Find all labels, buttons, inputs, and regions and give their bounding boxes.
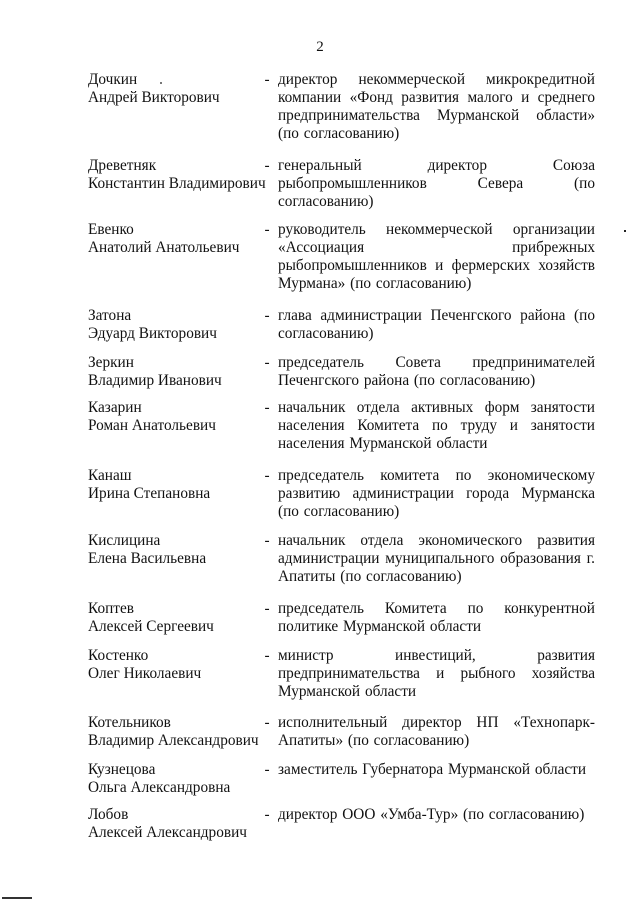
member-position: директор ООО «Умба-Тур» (по согласованию) [278, 806, 585, 823]
member-position: министр инвестиций, развития предпринимательства и рыбного хозяйства Мурманской области [278, 647, 595, 700]
separator-dash: - [264, 307, 270, 324]
scan-speck [160, 82, 162, 84]
member-position: глава администрации Печенгского района (по согласованию) [278, 307, 595, 342]
member-given-name: Олег Николаевич [88, 665, 202, 682]
member-given-name: Ирина Степановна [88, 485, 211, 502]
member-name [88, 532, 256, 586]
member-surname: Костенко [88, 647, 149, 664]
member-position: директор некоммерческой микрокредитной компании «Фонд развития малого и среднего предпринимательства Мурманской области» (по согласованию) [278, 71, 595, 142]
member-surname: Дочкин [88, 71, 138, 88]
member-name [88, 71, 256, 143]
member-position: председатель Совета предпринимателей Печенгского района (по согласованию) [278, 354, 595, 389]
member-position: председатель комитета по экономическому развитию администрации города Мурманска (по согласованию) [278, 467, 595, 520]
member-given-name: Константин Владимирович [88, 175, 266, 192]
member-surname: Коптев [88, 600, 134, 617]
separator-dash: - [264, 806, 270, 823]
member-position: генеральный директор Союза рыбопромышленников Севера (по согласованию) [278, 157, 595, 210]
separator-dash: - [264, 354, 270, 371]
scan-speck [624, 230, 626, 232]
member-position: председатель Комитета по конкурентной политике Мурманской области [278, 600, 595, 635]
list-item [88, 221, 598, 293]
member-position: руководитель некоммерческой организации «Ассоциация прибрежных рыбопромышленников и фермерских хозяйств Мурмана» (по согласованию) [278, 221, 595, 292]
list-item [88, 157, 598, 211]
list-item [88, 354, 598, 390]
member-given-name: Ольга Александровна [88, 779, 231, 796]
list-item [88, 647, 598, 701]
member-position: начальник отдела активных форм занятости населения Комитета по труду и занятости населения Мурманской области [278, 399, 595, 452]
separator-dash: - [264, 221, 270, 238]
member-name [88, 354, 256, 390]
member-given-name: Владимир Иванович [88, 372, 222, 389]
separator-dash: - [264, 71, 270, 88]
member-name [88, 714, 259, 750]
member-name [88, 157, 266, 211]
member-surname: Зеркин [88, 354, 134, 371]
member-name [88, 806, 256, 842]
separator-dash: - [264, 532, 270, 549]
page-number: 2 [316, 39, 324, 55]
member-surname: Котельников [88, 714, 171, 731]
member-name [88, 600, 256, 636]
member-position: заместитель Губернатора Мурманской области [278, 761, 587, 778]
member-surname: Евенко [88, 221, 134, 238]
member-surname: Затона [88, 307, 132, 324]
member-name [88, 399, 256, 453]
separator-dash: - [264, 714, 270, 731]
member-surname: Древетняк [88, 157, 157, 174]
list-item [88, 467, 598, 521]
member-name [88, 221, 256, 293]
member-list [88, 71, 598, 842]
member-name [88, 647, 256, 701]
member-position: начальник отдела экономического развития администрации муниципального образования г. Апатиты (по согласованию) [278, 532, 595, 585]
member-name [88, 761, 256, 797]
member-given-name: Анатолий Анатольевич [88, 239, 240, 256]
separator-dash: - [264, 399, 270, 416]
list-item [88, 71, 598, 143]
member-given-name: Алексей Александрович [88, 824, 247, 841]
separator-dash: - [264, 600, 270, 617]
member-position: исполнительный директор НП «Технопарк-Апатиты» (по согласованию) [278, 714, 595, 749]
member-name [88, 307, 256, 343]
separator-dash: - [264, 467, 270, 484]
list-item [88, 532, 598, 586]
member-given-name: Владимир Александрович [88, 732, 259, 749]
scan-stroke [2, 897, 32, 899]
member-surname: Лобов [88, 806, 129, 823]
member-surname: Кислицина [88, 532, 161, 549]
list-item [88, 600, 598, 636]
separator-dash: - [264, 647, 270, 664]
member-given-name: Андрей Викторович [88, 89, 220, 106]
member-surname: Кузнецова [88, 761, 156, 778]
member-given-name: Роман Анатольевич [88, 417, 216, 434]
member-given-name: Эдуард Викторович [88, 325, 217, 342]
list-item [88, 399, 598, 453]
member-surname: Казарин [88, 399, 142, 416]
member-given-name: Алексей Сергеевич [88, 618, 214, 635]
separator-dash: - [264, 157, 270, 174]
list-item [88, 761, 598, 797]
member-name [88, 467, 256, 521]
separator-dash: - [264, 761, 270, 778]
list-item [88, 714, 598, 750]
list-item [88, 806, 598, 842]
member-surname: Канаш [88, 467, 132, 484]
member-given-name: Елена Васильевна [88, 550, 207, 567]
list-item [88, 307, 598, 343]
